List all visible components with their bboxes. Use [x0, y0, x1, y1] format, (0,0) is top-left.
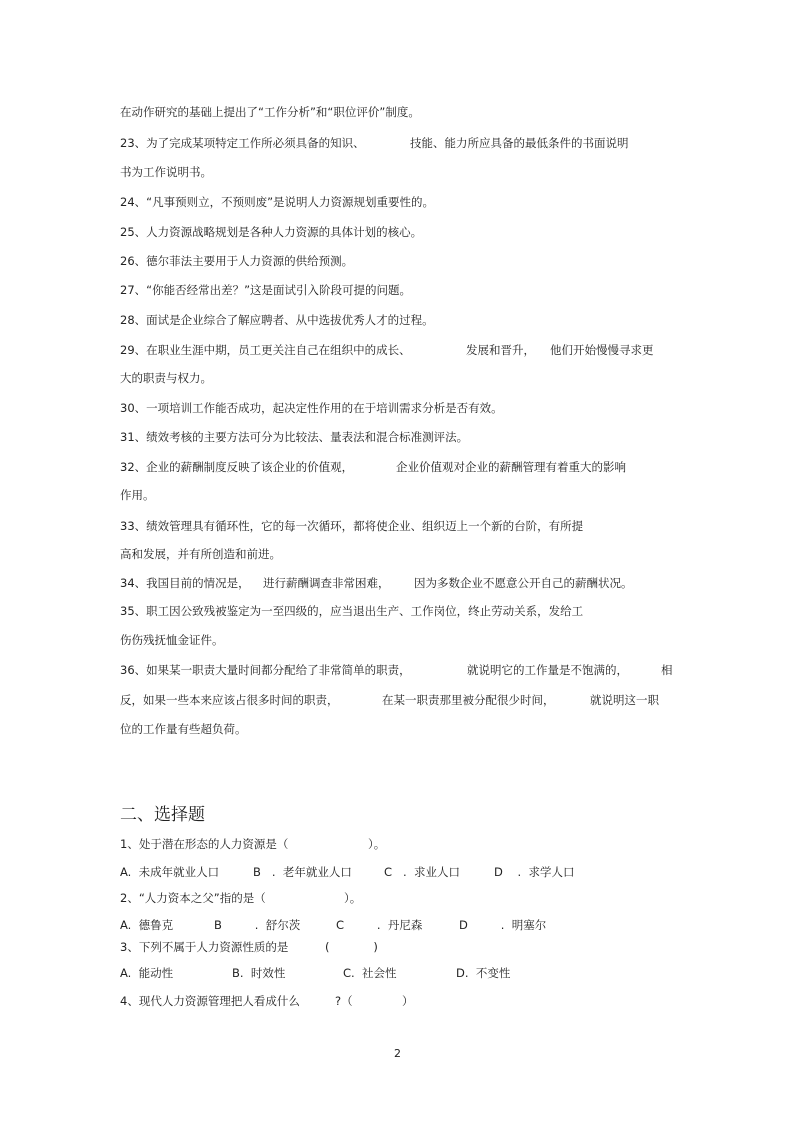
- text-segment: 在动作研究的基础上提出了“工作分析”和“职位评价”制度。: [120, 105, 420, 119]
- text-segment: C . 丹尼森: [336, 918, 423, 932]
- text-line: [0, 222, 794, 242]
- text-segment: 书为工作说明书。: [120, 165, 212, 179]
- text-segment: 30、一项培训工作能否成功，起决定性作用的在于培训需求分析是否有效。: [120, 401, 503, 415]
- text-segment: 23、为了完成某项特定工作所必须具备的知识、: [120, 136, 365, 150]
- text-segment: 作用。: [120, 488, 155, 502]
- text-line: [0, 660, 794, 680]
- text-segment: 大的职责与权力。: [120, 371, 212, 385]
- text-line: [0, 915, 794, 935]
- text-segment: B . 舒尔茨: [214, 918, 301, 932]
- text-segment: 27、“你能否经常出差？”这是面试引入阶段可提的问题。: [120, 283, 412, 297]
- text-segment: A. 未成年就业人口: [120, 865, 220, 879]
- text-segment: 就说明这一职: [590, 693, 659, 707]
- text-segment: 反，如果一些本来应该占很多时间的职责，: [120, 693, 339, 707]
- text-segment: 31、绩效考核的主要方法可分为比较法、量表法和混合标准测评法。: [120, 430, 469, 444]
- text-segment: A. 能动性: [120, 966, 174, 980]
- text-line: [0, 937, 794, 957]
- text-segment: 25、人力资源战略规划是各种人力资源的具体计划的核心。: [120, 225, 423, 239]
- text-line: [0, 601, 794, 621]
- text-segment: D . 明塞尔: [459, 918, 547, 932]
- text-line: [0, 457, 794, 477]
- text-segment: 伤伤残抚恤金证件。: [120, 633, 224, 647]
- text-line: [0, 834, 794, 854]
- text-segment: 相: [661, 663, 673, 677]
- text-segment: D . 求学人口: [494, 865, 575, 879]
- text-line: [0, 862, 794, 882]
- text-line: [0, 427, 794, 447]
- text-segment: A. 德鲁克: [120, 918, 174, 932]
- text-segment: 他们开始慢慢寻求更: [550, 343, 654, 357]
- text-line: [0, 888, 794, 908]
- text-segment: 位的工作量有些超负荷。: [120, 722, 247, 736]
- text-segment: 33、绩效管理具有循环性，它的每一次循环，都将使企业、组织迈上一个新的台阶，有所提: [120, 519, 584, 533]
- text-segment: C . 求业人口: [384, 865, 460, 879]
- text-segment: 2、“人力资本之父”指的是（: [120, 891, 266, 905]
- text-segment: 进行薪酬调查非常困难，: [263, 576, 390, 590]
- text-segment: B. 时效性: [232, 966, 286, 980]
- text-segment: 技能、能力所应具备的最低条件的书面说明: [410, 136, 629, 150]
- text-line: [0, 133, 794, 153]
- text-line: [0, 719, 794, 739]
- text-segment: 高和发展，并有所创造和前进。: [120, 547, 281, 561]
- text-line: [0, 630, 794, 650]
- text-segment: ）。: [368, 837, 386, 851]
- text-segment: 35、职工因公致残被鉴定为一至四级的，应当退出生产、工作岗位，终止劳动关系，发给工: [120, 604, 584, 618]
- text-line: [0, 162, 794, 182]
- text-line: [0, 963, 794, 983]
- text-line: [0, 310, 794, 330]
- text-line: [0, 251, 794, 271]
- text-line: [0, 340, 794, 360]
- text-segment: 36、如果某一职责大量时间都分配给了非常简单的职责，: [120, 663, 411, 677]
- text-segment: ）: [402, 994, 414, 1008]
- text-line: [0, 516, 794, 536]
- section-title-choice: [0, 803, 794, 827]
- text-segment: 3、下列不属于人力资源性质的是: [120, 940, 289, 954]
- text-segment: D. 不变性: [456, 966, 511, 980]
- text-segment: 4、现代人力资源管理把人看成什么: [120, 994, 300, 1008]
- text-line: [0, 368, 794, 388]
- text-segment: 企业价值观对企业的薪酬管理有着重大的影响: [396, 460, 626, 474]
- page-footer: [0, 1044, 794, 1064]
- text-segment: 发展和晋升，: [466, 343, 535, 357]
- text-segment: 34、我国目前的情况是，: [120, 576, 250, 590]
- text-line: [0, 398, 794, 418]
- text-segment: ?（: [335, 994, 353, 1008]
- text-segment: ）。: [344, 891, 362, 905]
- text-line: [0, 690, 794, 710]
- section-title-text: 二、选择题: [120, 805, 205, 825]
- text-line: [0, 102, 794, 122]
- text-segment: 26、德尔菲法主要用于人力资源的供给预测。: [120, 254, 354, 268]
- text-segment: C. 社会性: [343, 966, 397, 980]
- text-line: [0, 573, 794, 593]
- text-segment: 就说明它的工作量是不饱满的，: [467, 663, 628, 677]
- text-line: [0, 991, 794, 1011]
- text-segment: 24、“凡事预则立，不预则废”是说明人力资源规划重要性的。: [120, 195, 435, 209]
- text-line: [0, 192, 794, 212]
- text-segment: 28、面试是企业综合了解应聘者、从中选拔优秀人才的过程。: [120, 313, 434, 327]
- text-segment: 在某一职责那里被分配很少时间，: [382, 693, 555, 707]
- text-segment: 1、处于潜在形态的人力资源是（: [120, 837, 289, 851]
- page-number: 2: [394, 1047, 401, 1060]
- text-segment: ( ): [325, 940, 378, 954]
- text-segment: 32、企业的薪酬制度反映了该企业的价值观，: [120, 460, 354, 474]
- text-line: [0, 544, 794, 564]
- text-line: [0, 485, 794, 505]
- text-segment: 因为多数企业不愿意公开自己的薪酬状况。: [414, 576, 633, 590]
- text-line: [0, 280, 794, 300]
- text-segment: B . 老年就业人口: [253, 865, 352, 879]
- text-segment: 29、在职业生涯中期，员工更关注自己在组织中的成长、: [120, 343, 411, 357]
